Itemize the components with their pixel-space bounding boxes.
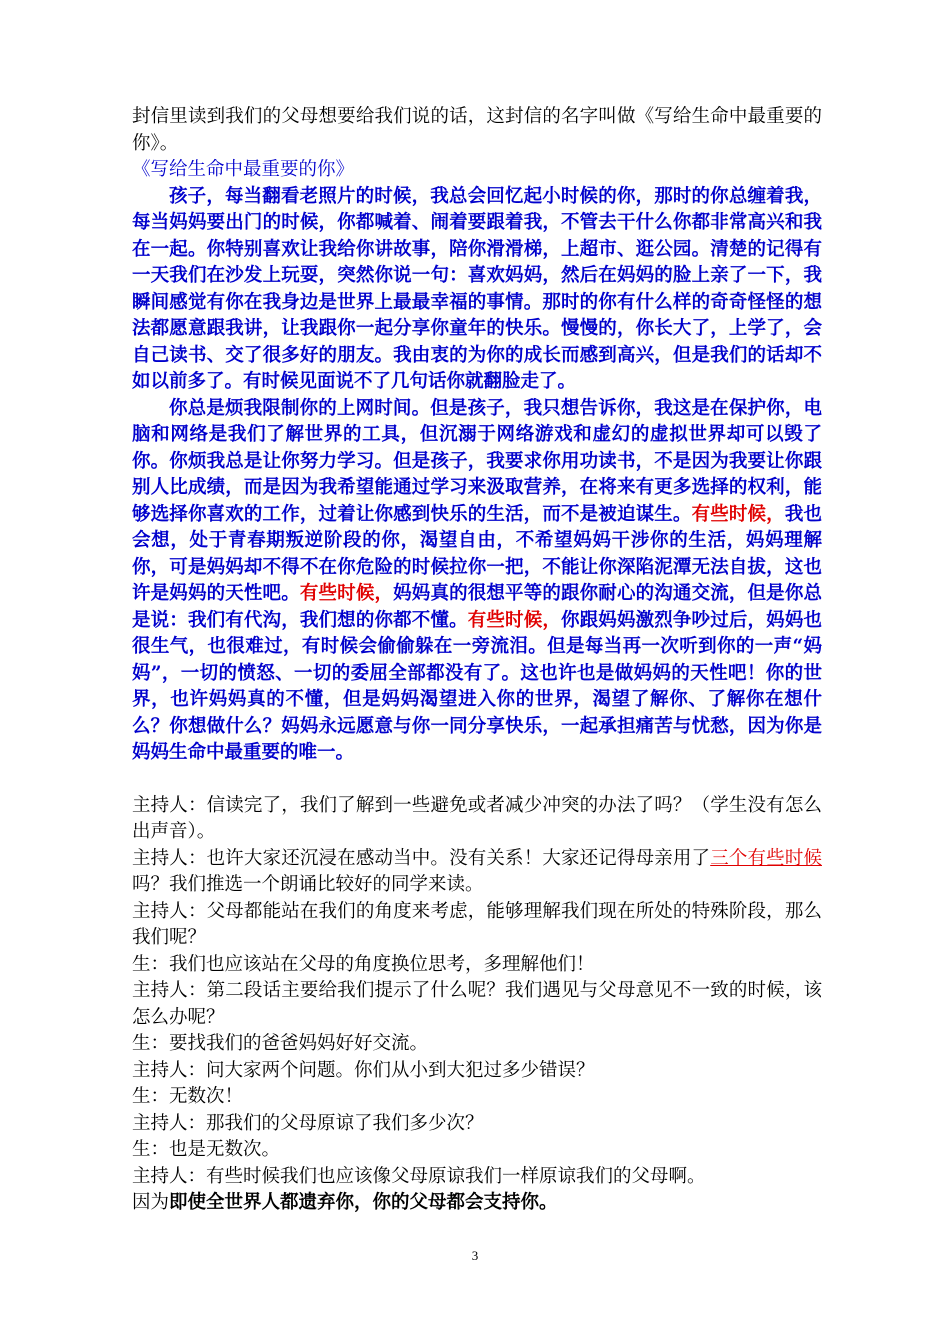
dialogue-line: 主持人：问大家两个问题。你们从小到大犯过多少错误？ [132, 1059, 595, 1081]
highlight-sometimes: 有些时候， [299, 583, 394, 604]
letter-paragraph-2 [132, 396, 822, 767]
dialogue-line [132, 846, 822, 899]
dialogue-line: 生：也是无数次。 [132, 1139, 281, 1160]
page-number: 3 [471, 1248, 479, 1263]
dialogue-text: 吗？我们推选一个朗诵比较好的同学来读。 [132, 874, 484, 895]
closing-emphasis: 即使全世界人都遗弃你，你的父母都会支持你。 [169, 1192, 558, 1213]
closing-text: 因为 [132, 1192, 170, 1213]
letter-text: 我也会想，处于青春期叛逆阶段的你，渴望自由，不希望妈妈干涉你的生活，妈妈理解你，可是妈妈却不得不在你危险的时候拉你一把，不能让你深陷泥潭无法自拔，这也许是妈妈的天性吧。 [132, 503, 822, 604]
letter-title: 《写给生命中最重要的你》 [132, 159, 355, 180]
highlight-three-sometimes: 三个有些时候 [710, 847, 822, 869]
dialogue-line: 生：我们也应该站在父母的角度换位思考，多理解他们！ [132, 953, 595, 975]
dialogue-line: 主持人：父母都能站在我们的角度来考虑，能够理解我们现在所处的特殊阶段，那么我们呢？ [132, 900, 822, 948]
letter-paragraph-1: 孩子，每当翻看老照片的时候，我总会回忆起小时候的你，那时的你总缠着我，每当妈妈要出门的时候，你都喊着、闹着要跟着我，不管去干什么你都非常高兴和我在一起。你特别喜欢让我给你讲故事，陪你滑滑梯，上超市、逛公园。清楚的记得有一天我们在沙发上玩耍，突然你说一句：喜欢妈妈，然后在妈妈的脸上亲了一下，我瞬间感觉有你在我身边是世界上最最幸福的事情。那时的你有什么样的奇奇怪怪的想法都愿意跟我讲，让我跟你一起分享你童年的快乐。慢慢的，你长大了，上学了，会自己读书、交了很多好的朋友。我由衷的为你的成长而感到高兴，但是我们的话却不如以前多了。有时候见面说不了几句话你就翻脸走了。 [132, 185, 822, 392]
intro-paragraph: 封信里读到我们的父母想要给我们说的话，这封信的名字叫做《写给生命中最重要的你》。 [132, 106, 822, 154]
letter-text: 妈妈真的很想平等的跟你耐心的沟通交流，但是你总是说：我们有代沟，我们想的你都不懂。 [132, 583, 822, 631]
dialogue-line: 主持人：有些时候我们也应该像父母原谅我们一样原谅我们的父母啊。 [132, 1165, 706, 1187]
dialogue-text: 主持人：也许大家还沉浸在感动当中。没有关系！大家还记得母亲用了 [132, 847, 711, 869]
highlight-sometimes: 有些时候， [467, 609, 561, 631]
spacer [132, 767, 822, 793]
dialogue-line: 生：无数次！ [132, 1086, 244, 1107]
dialogue-line: 主持人：第二段话主要给我们提示了什么呢？我们遇见与父母意见不一致的时候，该怎么办呢？ [132, 980, 822, 1028]
closing-line [132, 1190, 822, 1217]
letter-text: 你总是烦我限制你的上网时间。但是孩子，我只想告诉你，我这是在保护你，电脑和网络是我们了解世界的工具，但沉溺于网络游戏和虚幻的虚拟世界却可以毁了你。你烦我总是让你努力学习。但是孩子，我要求你用功读书，不是因为我要让你跟别人比成绩，而是因为我希望能通过学习来汲取营养，在将来有更多选择的权利，能够选择你喜欢的工作，过着让你感到快乐的生活，而不是被迫谋生。 [132, 397, 822, 525]
dialogue-line: 主持人：信读完了，我们了解到一些避免或者减少冲突的办法了吗？（学生没有怎么出声音）。 [132, 794, 822, 842]
dialogue-line: 主持人：那我们的父母原谅了我们多少次？ [132, 1112, 484, 1134]
dialogue-line: 生：要找我们的爸爸妈妈好好交流。 [132, 1033, 429, 1054]
highlight-sometimes: 有些时候， [691, 503, 785, 525]
letter-text: 你跟妈妈激烈争吵过后，妈妈也很生气，也很难过，有时候会偷偷躲在一旁流泪。但是每当再一次听到你的一声“妈妈”，一切的愤怒、一切的委屈全部都没有了。这也许也是做妈妈的天性吧！你的世界，也许妈妈真的不懂，但是妈妈渴望进入你的世界，渴望了解你、了解你在想什么？你想做什么？妈妈永远愿意与你一同分享快乐，一起承担痛苦与忧愁，因为你是妈妈生命中最重要的唯一。 [132, 609, 822, 763]
document-page [132, 104, 822, 1217]
